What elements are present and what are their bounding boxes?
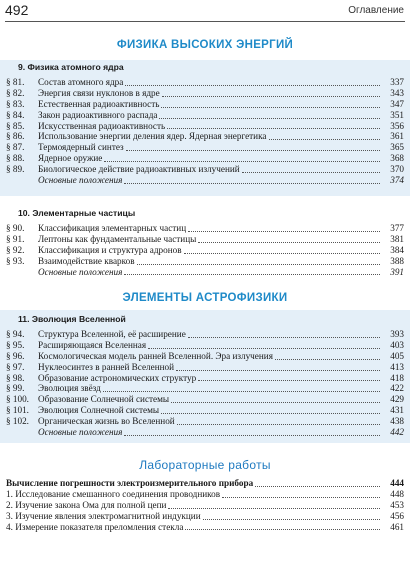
toc-entry[interactable] [0, 340, 410, 351]
leader-dots [198, 380, 380, 381]
toc-entry[interactable] [0, 110, 410, 121]
page-ref: 347 [390, 98, 404, 109]
toc-entry[interactable] [0, 77, 410, 88]
leader-dots [159, 118, 380, 119]
leader-dots [125, 85, 380, 86]
page-ref: 456 [390, 510, 404, 521]
page-ref: 431 [390, 405, 404, 416]
toc-entry[interactable] [0, 383, 410, 394]
running-head: Оглавление [348, 5, 404, 16]
entry-title: Энергия связи нуклонов в ядре [38, 87, 160, 98]
section-number: § 85. [6, 120, 25, 131]
lab-intro-title: Вычисление погрешности электроизмерительного прибора [6, 478, 254, 488]
section-number: § 100. [6, 394, 29, 405]
entry-title: Лептоны как фундаментальные частицы [38, 233, 197, 244]
page-ref: 361 [390, 131, 404, 142]
toc-entry[interactable] [0, 362, 410, 373]
page-ref: 374 [390, 175, 404, 186]
toc-entry[interactable] [0, 405, 410, 416]
page-number: 492 [5, 2, 29, 18]
entry-title: Использование энергии деления ядер. Ядерная энергетика [38, 131, 267, 142]
page-ref: 370 [390, 164, 404, 175]
section-number: § 99. [6, 383, 25, 394]
lab-entries [0, 489, 410, 533]
page-ref: 403 [390, 339, 404, 350]
section-number: § 84. [6, 109, 25, 120]
page-ref: 384 [390, 244, 404, 255]
page-ref: 429 [390, 394, 404, 405]
page-ref: 413 [390, 361, 404, 372]
entry-title: Термоядерный синтез [38, 142, 124, 153]
section-number: § 87. [6, 142, 25, 153]
toc-entry[interactable] [0, 394, 410, 405]
leader-dots [177, 424, 380, 425]
entry-title: Расширяющаяся Вселенная [38, 339, 147, 350]
summary-entry[interactable] [0, 267, 410, 278]
entry-title: Основные положения [38, 266, 123, 277]
summary-entry[interactable] [0, 427, 410, 438]
entry-title: 3. Изучение явления электромагнитной индукции [6, 510, 201, 521]
leader-dots [137, 264, 380, 265]
toc-entry[interactable] [0, 256, 410, 267]
leader-dots [198, 242, 380, 243]
entry-title: 4. Измерение показателя преломления стекла [6, 521, 184, 532]
toc-entry[interactable] [0, 131, 410, 142]
toc-entry[interactable] [0, 511, 410, 522]
entry-title: Образование астрономических структур [38, 372, 197, 383]
page-ref: 356 [390, 120, 404, 131]
chapter-heading: 10. Элементарные частицы [18, 208, 136, 218]
section-number: § 91. [6, 233, 25, 244]
leader-dots [124, 183, 380, 184]
page-ref: 365 [390, 142, 404, 153]
leader-dots [104, 161, 380, 162]
chapter-heading: 9. Физика атомного ядра [18, 62, 124, 72]
section-title [0, 292, 410, 304]
leader-dots [124, 435, 380, 436]
entry-title: Структура Вселенной, её расширение [38, 329, 186, 339]
page-ref: 461 [390, 521, 404, 532]
section-number: § 82. [6, 87, 25, 98]
leader-dots [124, 274, 380, 275]
section-number: § 83. [6, 98, 25, 109]
leader-dots [275, 359, 380, 360]
section-number: § 96. [6, 350, 25, 361]
entry-title: Биологическое действие радиоактивных излучений [38, 164, 240, 175]
section-number: § 88. [6, 153, 25, 164]
section-number: § 92. [6, 244, 25, 255]
entry-title: Закон радиоактивного распада [38, 109, 158, 120]
section-number: § 93. [6, 255, 25, 266]
page-ref: 418 [390, 372, 404, 383]
page-ref: 388 [390, 255, 404, 266]
page-ref: 393 [390, 329, 404, 339]
leader-dots [126, 150, 380, 151]
leader-dots [185, 529, 380, 530]
toc-entry[interactable] [0, 121, 410, 132]
entry-title: Основные положения [38, 427, 123, 438]
entry-title: Органическая жизнь во Вселенной [38, 416, 175, 427]
chapter-entries [0, 329, 410, 438]
page-header [0, 0, 410, 22]
toc-entry[interactable] [0, 373, 410, 384]
toc-entry[interactable] [0, 522, 410, 533]
toc-entry[interactable] [0, 416, 410, 427]
leader-dots [161, 413, 380, 414]
leader-dots [161, 107, 380, 108]
section-heading: Лабораторные работы [139, 458, 271, 472]
leader-dots [269, 139, 381, 140]
leader-dots [162, 96, 380, 97]
entry-title: Космологическая модель ранней Вселенной. Эра излучения [38, 350, 273, 361]
entry-title: 2. Изучение закона Ома для полной цепи [6, 499, 167, 510]
section-number: § 89. [6, 164, 25, 175]
toc-entry[interactable] [0, 500, 410, 511]
toc-entry[interactable] [0, 142, 410, 153]
leader-dots [242, 172, 380, 173]
section-number: § 86. [6, 131, 25, 142]
section-number: § 95. [6, 339, 25, 350]
entry-title: Эволюция звёзд [38, 383, 101, 394]
page-ref: 343 [390, 87, 404, 98]
section-heading: ФИЗИКА ВЫСОКИХ ЭНЕРГИЙ [116, 39, 294, 51]
chapter-10 [0, 208, 410, 277]
chapter-11 [0, 314, 410, 438]
section-heading: ЭЛЕМЕНТЫ АСТРОФИЗИКИ [122, 292, 288, 304]
entry-title: Состав атомного ядра [38, 77, 124, 87]
entry-title: Ядерное оружие [38, 153, 103, 164]
leader-dots [167, 128, 380, 129]
entry-title: Основные положения [38, 175, 123, 186]
page-ref: 405 [390, 350, 404, 361]
labs-list [0, 478, 410, 532]
entry-title: Нуклеосинтез в ранней Вселенной [38, 361, 175, 372]
section-title [0, 458, 410, 472]
lab-intro[interactable] [0, 478, 410, 489]
page-ref: 442 [390, 427, 404, 438]
section-number: § 94. [6, 329, 25, 339]
page-ref: 391 [390, 266, 404, 277]
leader-dots [255, 486, 380, 487]
page-ref: 448 [390, 488, 404, 499]
page-ref: 377 [390, 223, 404, 233]
leader-dots [222, 497, 380, 498]
section-title [0, 39, 410, 51]
entry-title: Искусственная радиоактивность [38, 120, 166, 131]
page-ref: 337 [390, 77, 404, 87]
toc-entry[interactable] [0, 234, 410, 245]
toc-entry[interactable] [0, 489, 410, 500]
section-number: § 98. [6, 372, 25, 383]
page-ref: 381 [390, 233, 404, 244]
chapter-entries [0, 223, 410, 277]
leader-dots [184, 253, 380, 254]
chapter-9 [0, 62, 410, 186]
section-number: § 102. [6, 416, 29, 427]
entry-title: Взаимодействие кварков [38, 255, 135, 266]
leader-dots [171, 402, 380, 403]
page-ref: 444 [390, 478, 404, 488]
leader-dots [176, 370, 380, 371]
leader-dots [188, 337, 380, 338]
summary-entry[interactable] [0, 175, 410, 186]
entry-title: 1. Исследование смешанного соединения проводников [6, 488, 221, 499]
section-number: § 81. [6, 77, 25, 87]
leader-dots [168, 508, 380, 509]
toc-entry[interactable] [0, 88, 410, 99]
chapter-entries [0, 77, 410, 186]
entry-title: Естественная радиоактивность [38, 98, 160, 109]
leader-dots [103, 391, 380, 392]
toc-entry[interactable] [0, 245, 410, 256]
leader-dots [148, 348, 380, 349]
page-ref: 453 [390, 499, 404, 510]
entry-title: Классификация элементарных частиц [38, 223, 187, 233]
entry-title: Эволюция Солнечной системы [38, 405, 160, 416]
toc-entry[interactable] [0, 153, 410, 164]
toc-entry[interactable] [0, 223, 410, 234]
leader-dots [188, 231, 380, 232]
page-ref: 368 [390, 153, 404, 164]
chapter-heading: 11. Эволюция Вселенной [18, 314, 126, 324]
toc-entry[interactable] [0, 164, 410, 175]
entry-title: Образование Солнечной системы [38, 394, 170, 405]
page-ref: 438 [390, 416, 404, 427]
page-ref: 422 [390, 383, 404, 394]
section-number: § 90. [6, 223, 25, 233]
header-rule [5, 21, 405, 22]
section-number: § 97. [6, 361, 25, 372]
toc-entry[interactable] [0, 329, 410, 340]
section-number: § 101. [6, 405, 29, 416]
toc-entry[interactable] [0, 99, 410, 110]
entry-title: Классификация и структура адронов [38, 244, 182, 255]
page-ref: 351 [390, 109, 404, 120]
leader-dots [203, 519, 380, 520]
toc-entry[interactable] [0, 351, 410, 362]
